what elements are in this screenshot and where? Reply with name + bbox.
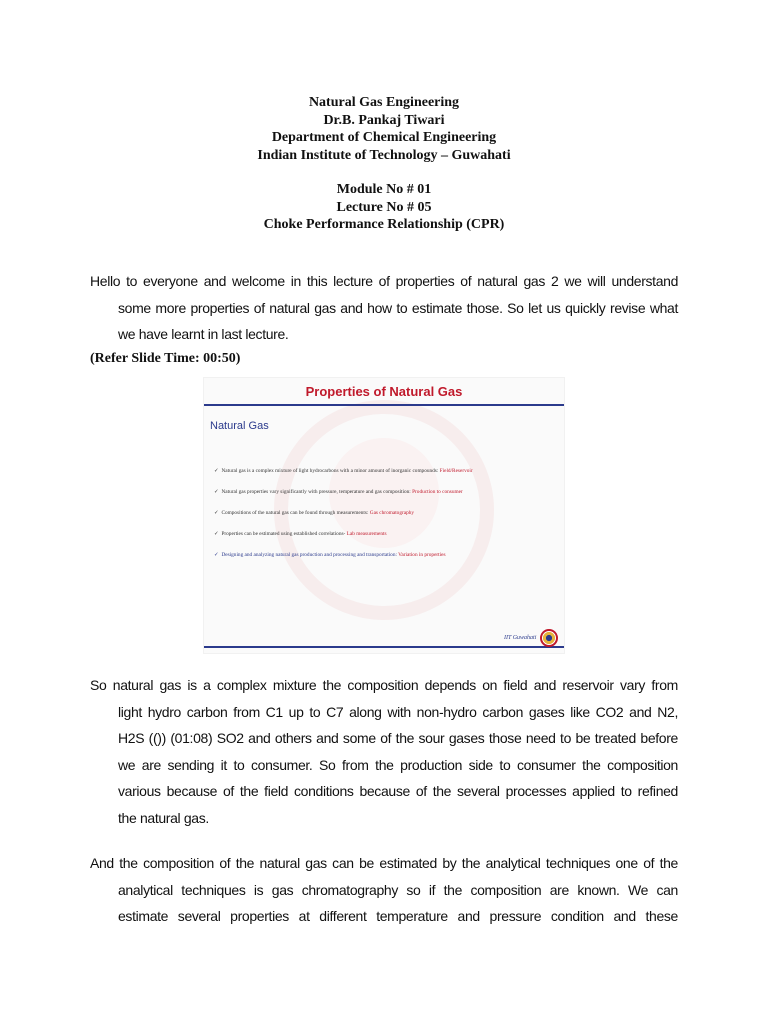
- iit-logo-icon: [540, 629, 558, 647]
- lecture-slide: [204, 378, 564, 653]
- paragraph-estimation: [90, 850, 678, 930]
- lecture-topic: Choke Performance Relationship (CPR): [263, 217, 505, 232]
- text-line: Hello to everyone and welcome in this lecture of properties of natural gas 2 we will understand: [90, 273, 678, 289]
- paragraph-composition: [90, 672, 678, 832]
- institute-name: Indian Institute of Technology – Guwahati: [257, 147, 511, 163]
- instructor-name: Dr.B. Pankaj Tiwari: [323, 112, 445, 128]
- text-line: some more properties of natural gas and how to estimate those. So let us quickly revise what: [118, 299, 678, 316]
- slide-bullet: ✓ Designing and analyzing natural gas production and processing and transportation: Variation in properties: [214, 552, 446, 558]
- check-icon: ✓: [214, 468, 219, 474]
- check-icon: ✓: [214, 531, 219, 537]
- text-line: And the composition of the natural gas can be estimated by the analytical techniques one of the: [90, 855, 678, 871]
- refer-slide-time: (Refer Slide Time: 00:50): [90, 351, 241, 366]
- document-header: [0, 94, 768, 234]
- text-line: analytical techniques is gas chromatography so if the composition are known. We can: [118, 881, 678, 898]
- course-title: Natural Gas Engineering: [308, 95, 460, 110]
- paragraph-intro: [90, 268, 678, 348]
- text-line: the natural gas.: [118, 809, 209, 826]
- slide-bullet-list: [214, 468, 559, 573]
- slide-bullet: ✓ Natural gas properties vary significantly with pressure, temperature and gas composition: Production to consumer: [214, 489, 463, 495]
- lecture-number: Lecture No # 05: [336, 199, 432, 215]
- slide-bottom-rule: [204, 646, 564, 648]
- slide-title: Properties of Natural Gas: [305, 384, 463, 399]
- check-icon: ✓: [214, 510, 219, 516]
- slide-bullet: ✓ Natural gas is a complex mixture of light hydrocarbons with a minor amount of inorganic compounds: Field/Reservoir: [214, 468, 473, 474]
- text-line: we have learnt in last lecture.: [118, 326, 289, 343]
- text-line: H2S (()) (01:08) SO2 and others and some of the sour gases those need to be treated before: [118, 730, 678, 747]
- slide-bullet: ✓ Properties can be estimated using established correlations- Lab measurements: [214, 531, 387, 537]
- slide-footer: IIT Guwahati: [504, 635, 537, 641]
- slide-top-rule: [204, 404, 564, 406]
- text-line: various because of the field conditions because of the several processes applied to refined: [118, 783, 678, 800]
- text-line: So natural gas is a complex mixture the composition depends on field and reservoir vary from: [90, 677, 678, 693]
- check-icon: ✓: [214, 552, 219, 558]
- module-number: Module No # 01: [336, 182, 432, 197]
- text-line: light hydro carbon from C1 up to C7 along with non-hydro carbon gases like CO2 and N2,: [118, 703, 678, 720]
- check-icon: ✓: [214, 489, 219, 495]
- text-line: we are sending it to consumer. So from the production side to consumer the composition: [118, 756, 678, 773]
- text-line: estimate several properties at different temperature and pressure condition and these: [118, 908, 678, 925]
- department-name: Department of Chemical Engineering: [271, 130, 497, 145]
- slide-subtitle: Natural Gas: [210, 420, 269, 432]
- slide-bullet: ✓ Compositions of the natural gas can be found through measurements: Gas chromatography: [214, 510, 415, 516]
